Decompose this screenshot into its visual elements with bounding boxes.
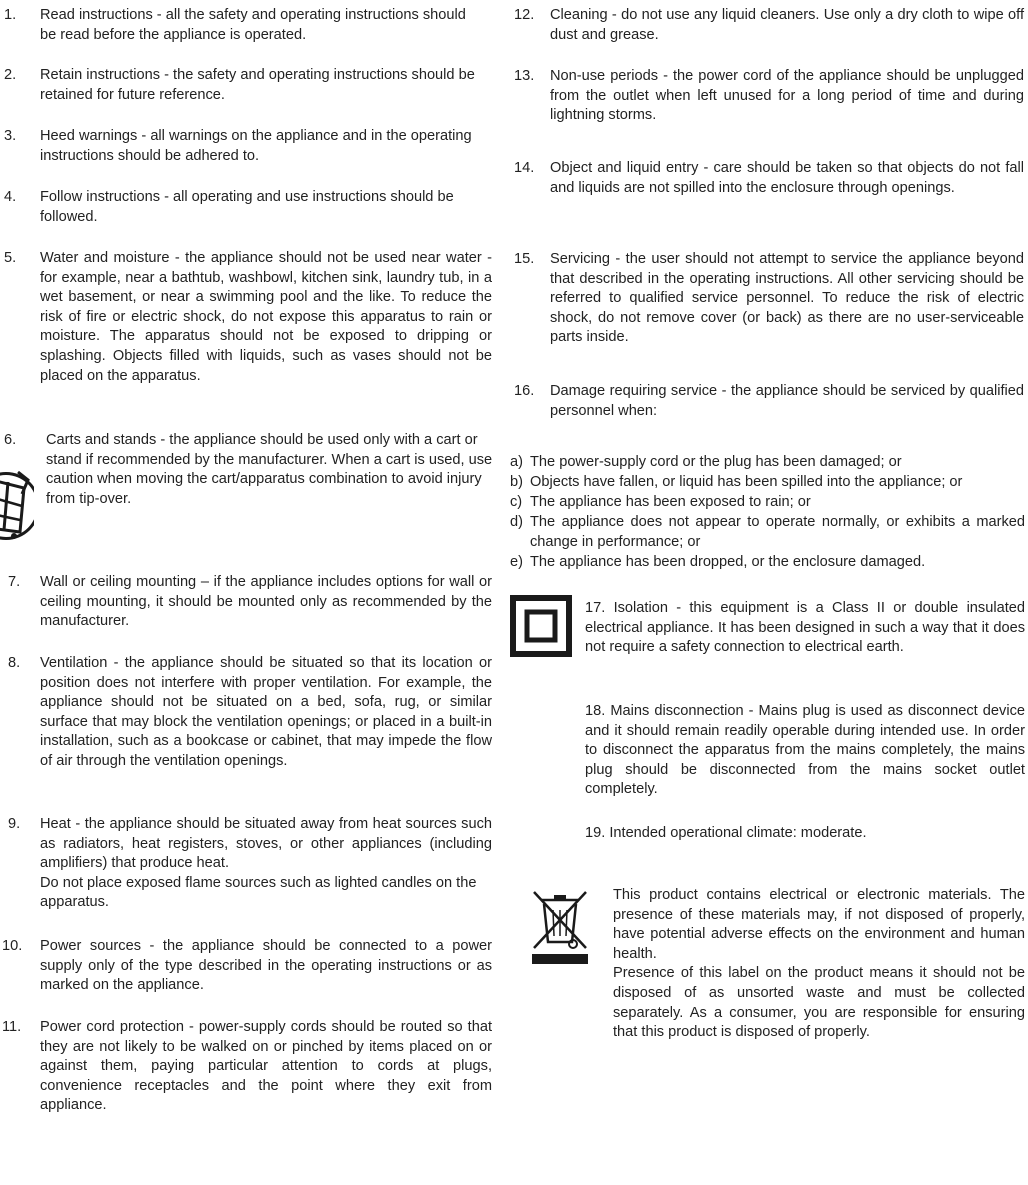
item-number: 16. xyxy=(514,383,535,399)
weee-notice-text xyxy=(613,886,1025,1043)
weee-paragraph-1: This product contains electrical or electronic materials. The presence of these materials may, if not disposed of properly, have potential adverse effects on the environment and human health. xyxy=(613,887,1025,962)
item-text: Wall or ceiling mounting – if the appliance includes options for wall or ceiling mounting, it should be mounted only as recommended by the manufacturer. xyxy=(40,574,492,630)
item-number: 15. xyxy=(514,251,535,267)
sub-item-text: The appliance does not appear to operate normally, or exhibits a marked change in performance; or xyxy=(530,514,1025,550)
weee-paragraph-2: Presence of this label on the product means it should not be disposed of as unsorted waste and must be collected separately. As a consumer, you are responsible for ensuring that this product is disposed of properly. xyxy=(613,965,1025,1041)
item-number: 11. xyxy=(2,1019,22,1035)
sub-item-letter: c) xyxy=(510,494,523,510)
item-text: Cleaning - do not use any liquid cleaners. Use only a dry cloth to wipe off dust and grease. xyxy=(550,7,1024,43)
item-number: 10. xyxy=(2,938,23,954)
sub-item-text: The appliance has been dropped, or the enclosure damaged. xyxy=(530,554,926,570)
item-text: Object and liquid entry - care should be taken so that objects do not fall and liquids are not spilled into the enclosure through openings. xyxy=(550,160,1024,196)
item-text: 17. Isolation - this equipment is a Class II or double insulated electrical appliance. It has been designed in such a way that it does not require a safety connection to electrical earth. xyxy=(585,600,1025,656)
sub-item-letter: d) xyxy=(510,514,523,530)
sub-item-letter: b) xyxy=(510,474,523,490)
item-number: 8. xyxy=(8,655,21,671)
item-text: Damage requiring service - the appliance should be serviced by qualified personnel when: xyxy=(550,383,1024,419)
cart-tip-over-warning-icon xyxy=(0,458,34,554)
item-number: 13. xyxy=(514,68,535,84)
sub-item-letter: e) xyxy=(510,554,523,570)
item-text xyxy=(40,815,492,913)
item-text: Carts and stands - the appliance should be used only with a cart or stand if recommended by the manufacturer. When a cart is used, use caution when moving the cart/apparatus combination to avoid injury from tip-over. xyxy=(46,432,493,507)
item-number: 2. xyxy=(4,67,17,83)
item-text-paragraph: Do not place exposed flame sources such as lighted candles on the apparatus. xyxy=(40,874,477,911)
item-text: Read instructions - all the safety and operating instructions should be read before the appliance is operated. xyxy=(40,7,466,43)
item-text: Servicing - the user should not attempt to service the appliance beyond that described in the operating instructions. All other servicing should be referred to qualified service personnel. To reduce the risk of electric shock, do not remove cover (or back) as there are no user-serviceable parts inside. xyxy=(550,251,1024,346)
item-number: 14. xyxy=(514,160,535,176)
item-text: Power cord protection - power-supply cords should be routed so that they are not likely to be walked on or pinched by items placed on or against them, paying particular attention to cords at plugs, convenience receptacles and the point where they exit from appliance. xyxy=(40,1019,492,1114)
item-text: Follow instructions - all operating and use instructions should be followed. xyxy=(40,189,454,225)
item-text: Water and moisture - the appliance should not be used near water - for example, near a bathtub, washbowl, kitchen sink, laundry tub, in a wet basement, or near a swimming pool and the like. To reduce the risk of fire or electric shock, do not expose this apparatus to rain or moisture. The apparatus should not be exposed to dripping or splashing. Objects filled with liquids, such as vases should not be placed on the apparatus. xyxy=(40,250,492,384)
item-number: 9. xyxy=(8,816,21,832)
item-number: 7. xyxy=(8,574,21,590)
item-text: 18. Mains disconnection - Mains plug is used as disconnect device and it should remain readily operable during intended use. In order to disconnect the apparatus from the mains completely, the mains plug should be disconnected from the mains socket outlet completely. xyxy=(585,703,1025,798)
item-text: Retain instructions - the safety and operating instructions should be retained for future reference. xyxy=(40,67,475,103)
item-text: 19. Intended operational climate: moderate. xyxy=(585,825,867,841)
item-number: 3. xyxy=(4,128,17,144)
item-text: Non-use periods - the power cord of the appliance should be unplugged from the outlet when left unused for a long period of time and during lightning storms. xyxy=(550,68,1024,124)
item-number: 4. xyxy=(4,189,17,205)
sub-item-text: The appliance has been exposed to rain; or xyxy=(530,494,811,510)
item-text: Heed warnings - all warnings on the appliance and in the operating instructions should be adhered to. xyxy=(40,128,472,164)
item-text-paragraph: Heat - the appliance should be situated away from heat sources such as radiators, heat registers, stoves, or other appliances (including amplifiers) that produce heat. xyxy=(40,816,492,872)
item-text: Ventilation - the appliance should be situated so that its location or position does not interfere with proper ventilation. For example, the appliance should not be situated on a bed, sofa, rug, or similar surface that may block the ventilation openings; or placed in a built-in installation, such as a bookcase or cabinet, that may impede the flow of air through the ventilation openings. xyxy=(40,655,492,769)
item-number: 1. xyxy=(4,7,17,23)
item-number: 6. xyxy=(4,432,17,448)
sub-item-text: Objects have fallen, or liquid has been spilled into the appliance; or xyxy=(530,474,963,490)
item-text: Power sources - the appliance should be connected to a power supply only of the type described in the operating instructions or as marked on the appliance. xyxy=(40,938,492,994)
sub-item-letter: a) xyxy=(510,454,523,470)
sub-item-text: The power-supply cord or the plug has been damaged; or xyxy=(530,454,902,470)
item-number: 12. xyxy=(514,7,535,23)
crossed-out-wheelie-bin-icon xyxy=(528,886,592,966)
item-number: 5. xyxy=(4,250,17,266)
class-ii-double-insulation-icon xyxy=(510,595,572,657)
